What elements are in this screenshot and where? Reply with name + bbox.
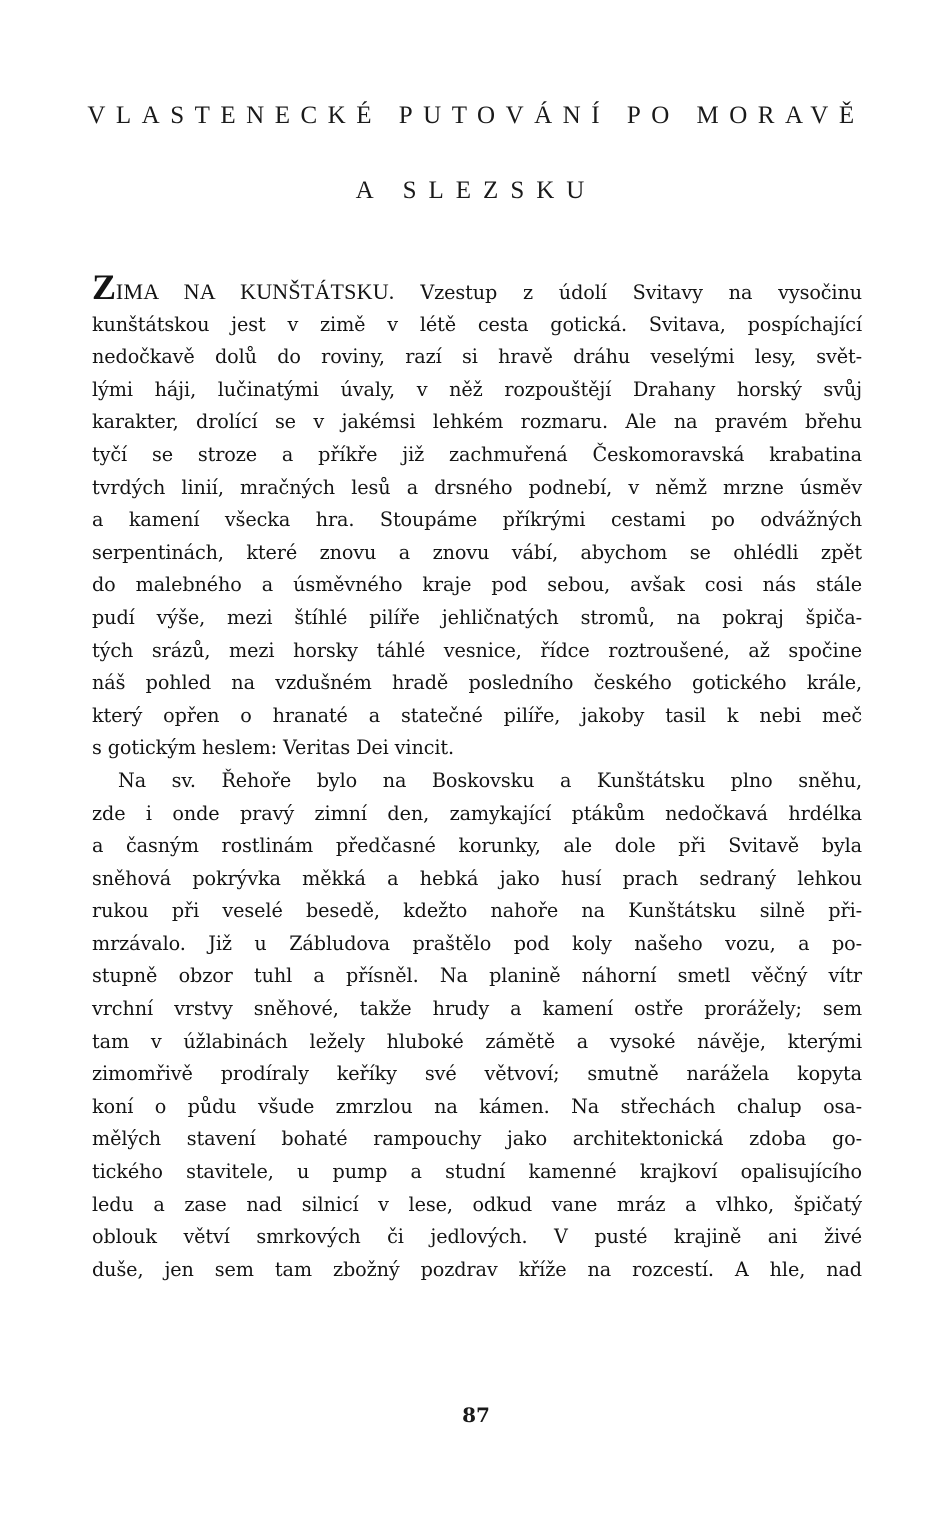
text-line: vrchní vrstvy sněhové, takže hrudy a kamení ostře prorážely; sem — [92, 997, 862, 1021]
lead-caps: IMA NA KUNŠTÁTSKU. — [115, 279, 395, 304]
text-line: sněhová pokrývka měkká a hebká jako husí prach sedraný lehkou — [92, 866, 862, 890]
text-line: tých srázů, mezi horsky táhlé vesnice, řídce roztroušené, až spočine — [92, 638, 862, 662]
text-line: a časným rostlinám předčasné korunky, ale dole při Svitavě byla — [92, 834, 862, 858]
text-line: kunštátskou jest v zimě v létě cesta gotická. Svitava, pospíchající — [92, 312, 862, 336]
drop-initial: Z — [92, 267, 116, 307]
text-line: Na sv. Řehoře bylo na Boskovsku a Kunštátsku plno sněhu, — [118, 768, 862, 792]
text-line: ledu a zase nad silnicí v lese, odkud vane mráz a vlhko, špičatý — [92, 1192, 862, 1216]
text-line: mrzávalo. Již u Zábludova praštělo pod koly našeho vozu, a po- — [92, 931, 862, 955]
text-line: zimomřivě prodíraly keříky své větvoví; smutně narážela kopyta — [92, 1062, 862, 1086]
text-line: koní o půdu všude zmrzlou na kámen. Na střechách chalup osa- — [92, 1094, 862, 1118]
text-line: tyčí se stroze a příkře již zachmuřená Českomoravská krabatina — [92, 442, 862, 466]
text-line: pudí výše, mezi štíhlé pilíře jehličnatých stromů, na pokraj špiča- — [92, 605, 862, 629]
text-line: oblouk větví smrkových či jedlových. V pusté krajině ani živé — [92, 1225, 862, 1249]
text-line: stupně obzor tuhl a přísněl. Na planině náhorní smetl věčný vítr — [92, 964, 862, 988]
text-line-1 — [92, 267, 862, 309]
running-title-line-1: VLASTENECKÉ PUTOVÁNÍ PO MORAVĚ — [87, 102, 865, 129]
text-line: nedočkavě dolů do roviny, razí si hravě dráhu veselými lesy, svět- — [92, 345, 862, 369]
text-line: karakter, drolící se v jakémsi lehkém rozmaru. Ale na pravém břehu — [92, 410, 862, 434]
text-line: do malebného a úsměvného kraje pod sebou, avšak cosi nás stále — [92, 573, 862, 597]
text-line: s gotickým heslem: Veritas Dei vincit. — [92, 736, 454, 760]
text-line: a kamení všecka hra. Stoupáme příkrými cestami po odvážných — [92, 508, 862, 532]
body-text — [92, 267, 862, 1286]
running-title-line-2: A SLEZSKU — [355, 177, 597, 204]
text-line: zde i onde pravý zimní den, zamykající ptákům nedočkavá hrdélka — [92, 801, 862, 825]
page-number: 87 — [462, 1403, 490, 1427]
text-line: mělých stavení bohaté rampouchy jako architektonická zdoba go- — [92, 1127, 862, 1151]
text-line: serpentinách, které znovu a znovu vábí, abychom se ohlédli zpět — [92, 540, 862, 564]
text-line: duše, jen sem tam zbožný pozdrav kříže na rozcestí. A hle, nad — [92, 1257, 862, 1281]
text-line: tvrdých linií, mračných lesů a drsného podnebí, v němž mrzne úsměv — [92, 475, 862, 499]
text-line-1-rest: Vzestup z údolí Svitavy na vysočinu — [394, 281, 862, 304]
text-line: lými háji, lučinatými úvaly, v něž rozpouštějí Drahany horský svůj — [92, 377, 862, 401]
text-line: který opřen o hranaté a statečné pilíře, jakoby tasil k nebi meč — [92, 703, 862, 727]
text-line: tam v úžlabinách ležely hluboké zámětě a vysoké návěje, kterými — [92, 1029, 862, 1053]
text-line: tického stavitele, u pump a studní kamenné krajkoví opalisujícího — [92, 1160, 862, 1184]
text-line: náš pohled na vzdušném hradě posledního českého gotického krále, — [92, 671, 862, 695]
text-line: rukou při veselé besedě, kdežto nahoře na Kunštátsku silně při- — [92, 899, 862, 923]
